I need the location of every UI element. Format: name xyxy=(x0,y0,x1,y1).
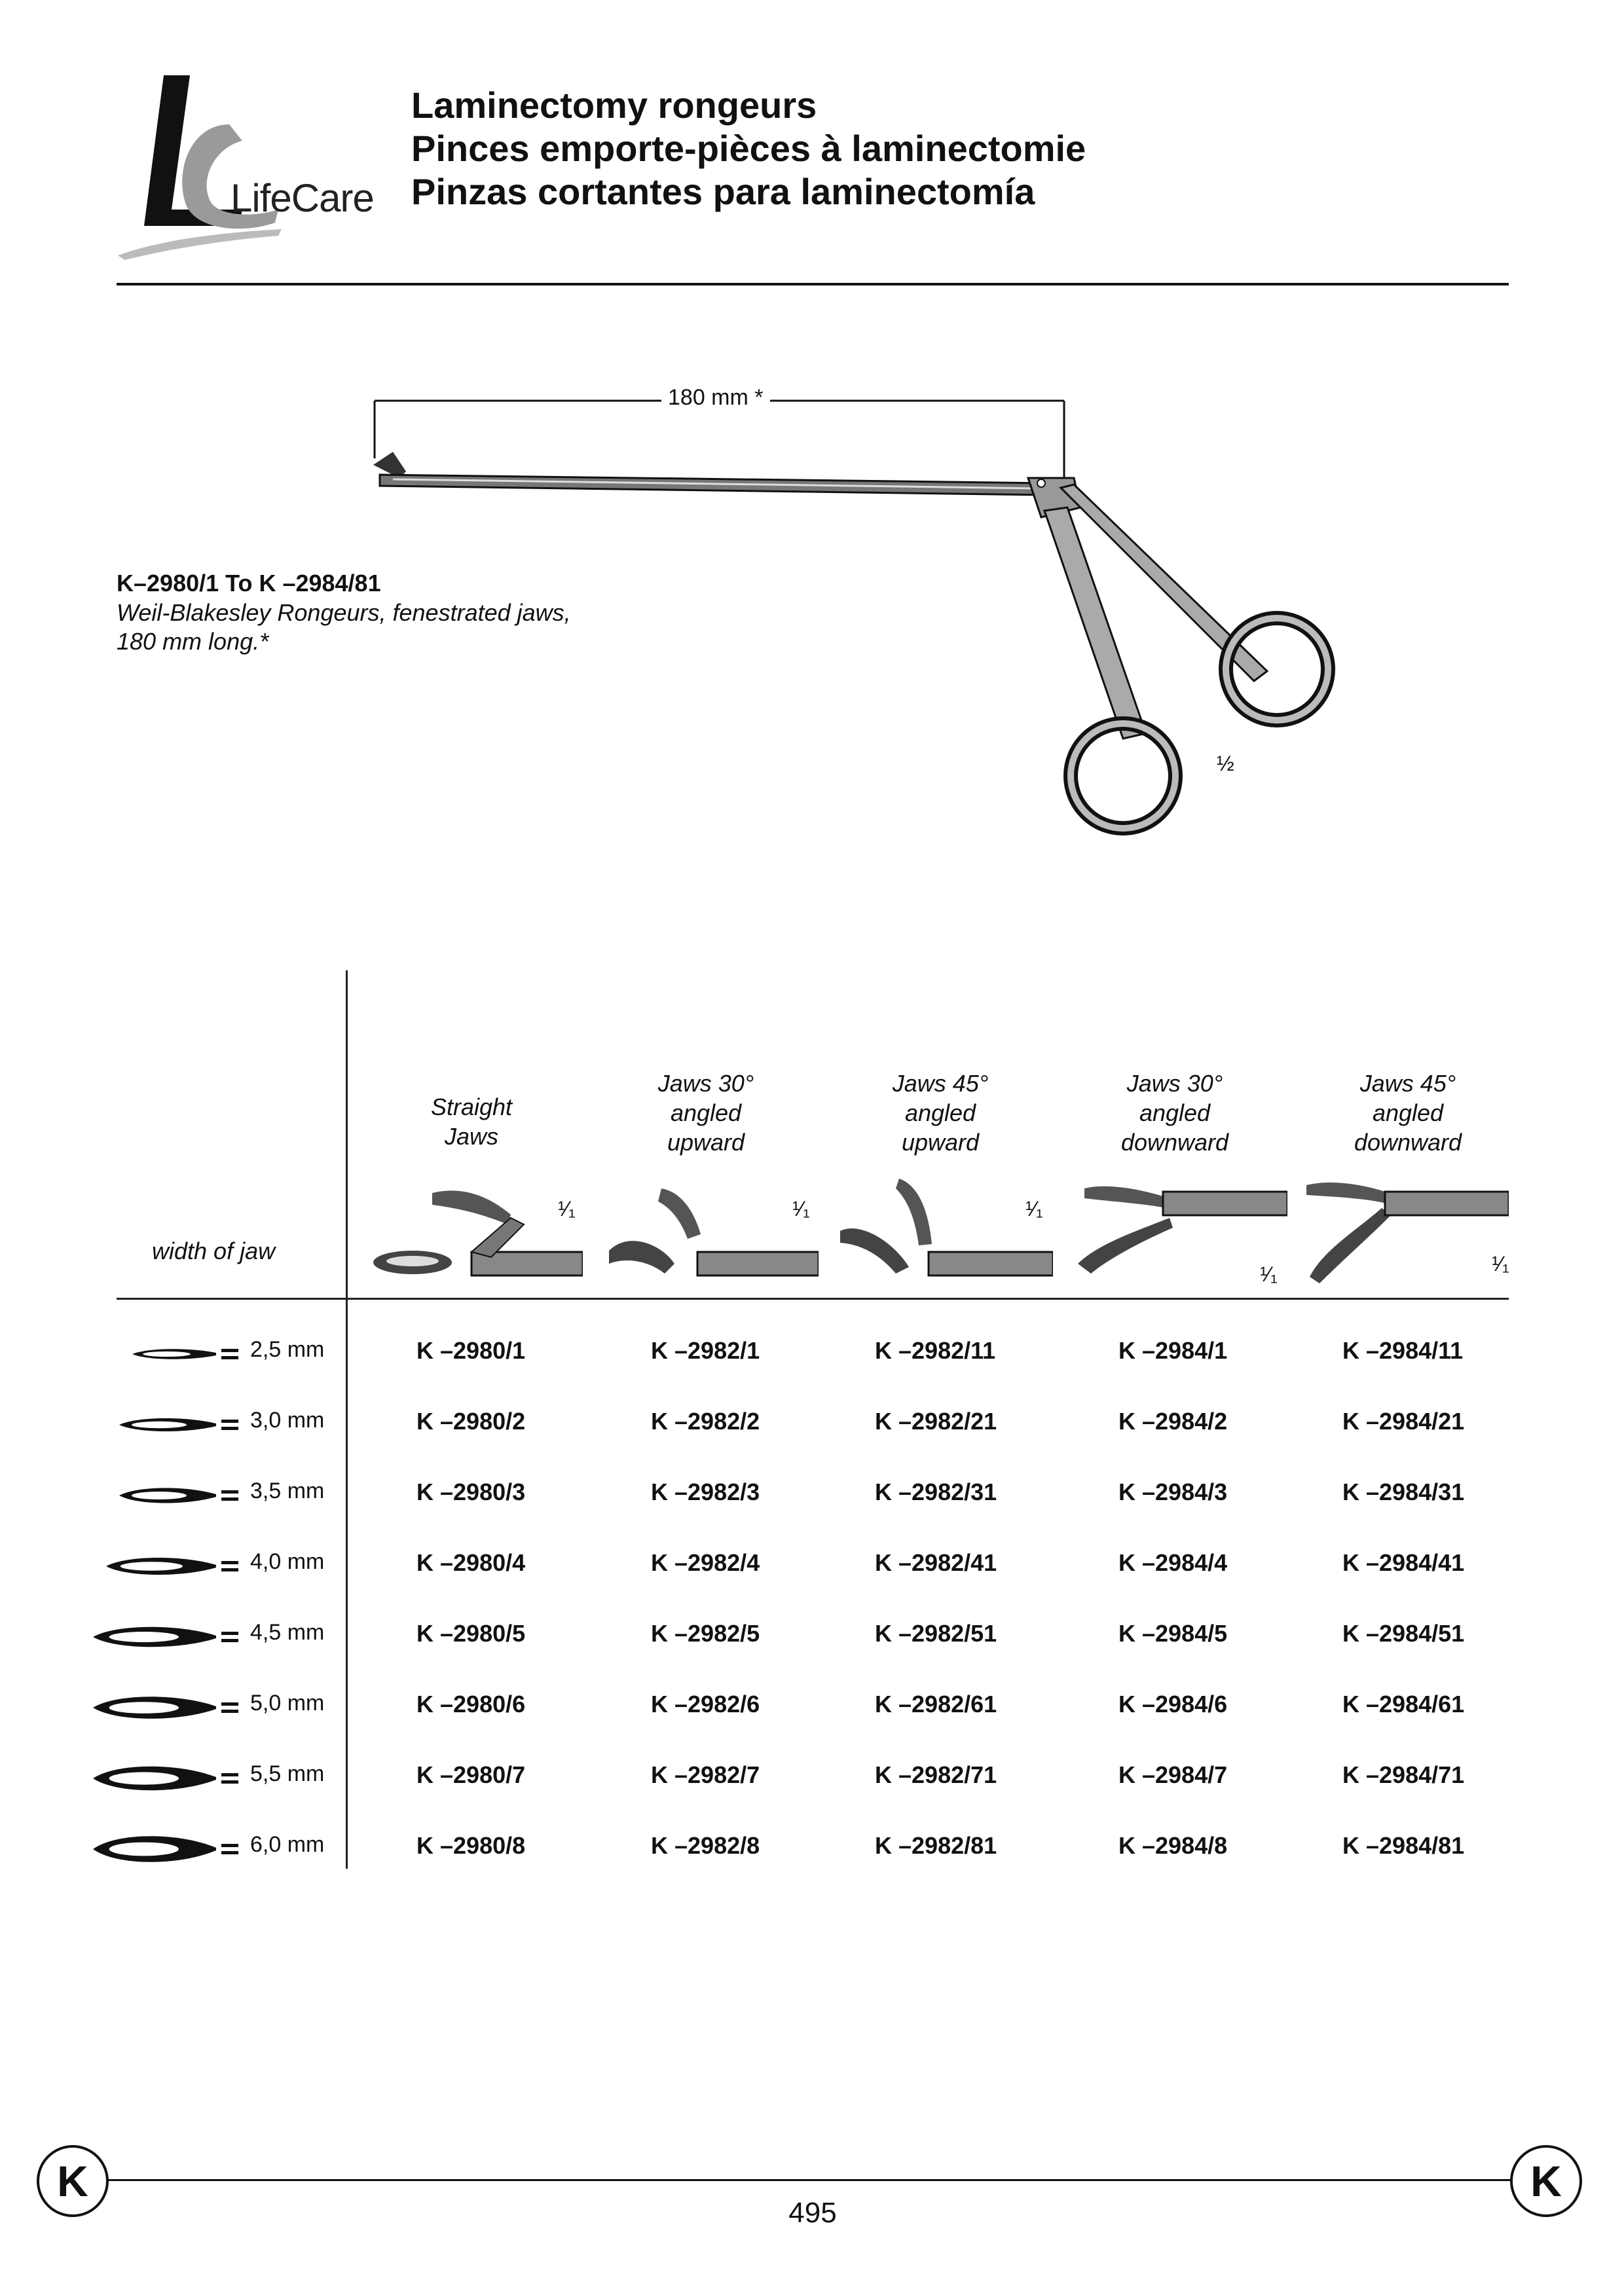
section-marker-left: K xyxy=(37,2145,109,2217)
col-head-line: Jaws xyxy=(444,1123,499,1150)
article-number: K –2984/6 xyxy=(1118,1691,1228,1717)
jaw-width-icon xyxy=(105,1551,242,1590)
description-line-2: 180 mm long.* xyxy=(117,628,269,655)
jaw-illustration-45-up xyxy=(837,1172,1053,1290)
title-french: Pinces emporte-pièces à laminectomie xyxy=(411,128,1086,169)
jaw-width-value: 4,5 mm xyxy=(250,1620,325,1645)
article-number: K –2984/31 xyxy=(1342,1478,1465,1505)
article-number: K –2980/3 xyxy=(416,1478,526,1505)
table-row xyxy=(0,1549,1624,1602)
illustration-scale: ½ xyxy=(1217,752,1234,775)
column-header-45-down xyxy=(1303,1069,1513,1157)
col-head-line: angled xyxy=(904,1099,976,1126)
jaw-width-value: 2,5 mm xyxy=(250,1337,325,1362)
col-head-line: downward xyxy=(1120,1129,1229,1156)
col-head-line: upward xyxy=(901,1129,980,1156)
article-number: K –2984/81 xyxy=(1342,1832,1465,1859)
page-title-block xyxy=(411,84,1086,213)
table-row xyxy=(0,1761,1624,1814)
article-number: K –2984/7 xyxy=(1118,1761,1228,1788)
article-number: K –2982/11 xyxy=(875,1337,996,1364)
col-head-line: Jaws 30° xyxy=(1126,1070,1223,1097)
jaw-width-value: 5,0 mm xyxy=(250,1691,325,1716)
col-head-line: angled xyxy=(1139,1099,1211,1126)
article-number: K –2980/1 xyxy=(416,1337,526,1364)
article-number: K –2984/51 xyxy=(1342,1620,1465,1647)
article-number: K –2984/11 xyxy=(1342,1337,1464,1364)
table-row xyxy=(0,1478,1624,1531)
article-number: K –2982/1 xyxy=(651,1337,760,1364)
jaw-scale-2: ¹⁄₁ xyxy=(792,1197,810,1221)
jaw-width-value: 5,5 mm xyxy=(250,1761,325,1786)
jaw-width-value: 3,0 mm xyxy=(250,1408,325,1433)
section-marker-right: K xyxy=(1510,2145,1582,2217)
article-number: K –2982/41 xyxy=(875,1549,997,1576)
article-number: K –2984/21 xyxy=(1342,1408,1465,1435)
article-number: K –2982/4 xyxy=(651,1549,760,1576)
jaw-width-value: 6,0 mm xyxy=(250,1832,325,1857)
article-number: K –2982/81 xyxy=(875,1832,997,1859)
col-head-line: upward xyxy=(667,1129,745,1156)
jaw-width-icon xyxy=(118,1480,242,1519)
article-number: K –2982/71 xyxy=(875,1761,997,1788)
article-number: K –2980/6 xyxy=(416,1691,526,1717)
table-row xyxy=(0,1408,1624,1460)
jaw-scale-1: ¹⁄₁ xyxy=(558,1197,576,1221)
article-number: K –2982/61 xyxy=(875,1691,997,1717)
article-number: K –2982/7 xyxy=(651,1761,760,1788)
jaw-width-icon xyxy=(92,1833,242,1873)
jaw-illustration-30-down xyxy=(1071,1172,1287,1290)
article-number: K –2980/4 xyxy=(416,1549,526,1576)
jaw-illustration-straight xyxy=(367,1179,583,1290)
col-head-line: Straight xyxy=(430,1093,513,1120)
col-head-line: Jaws 45° xyxy=(892,1070,989,1097)
article-number: K –2982/21 xyxy=(875,1408,997,1435)
article-number: K –2980/7 xyxy=(416,1761,526,1788)
jaw-width-icon xyxy=(118,1409,242,1448)
jaw-width-icon xyxy=(131,1338,242,1378)
table-row xyxy=(0,1620,1624,1672)
title-english: Laminectomy rongeurs xyxy=(411,84,817,126)
article-number: K –2984/41 xyxy=(1342,1549,1465,1576)
title-spanish: Pinzas cortantes para laminectomía xyxy=(411,171,1035,212)
article-number: K –2982/51 xyxy=(875,1620,997,1647)
footer-divider xyxy=(105,2179,1519,2181)
table-row xyxy=(0,1691,1624,1743)
col-head-line: downward xyxy=(1354,1129,1462,1156)
lifecare-logo xyxy=(111,69,373,265)
table-row xyxy=(0,1832,1624,1884)
article-number: K –2984/61 xyxy=(1342,1691,1465,1717)
column-header-straight xyxy=(367,1092,576,1151)
column-header-30-up xyxy=(601,1069,811,1157)
col-head-line: angled xyxy=(1372,1099,1444,1126)
jaw-illustration-45-down xyxy=(1303,1172,1509,1290)
jaw-scale-4: ¹⁄₁ xyxy=(1260,1262,1278,1286)
article-number: K –2984/1 xyxy=(1118,1337,1228,1364)
article-number: K –2982/2 xyxy=(651,1408,760,1435)
width-of-jaw-label: width of jaw xyxy=(152,1238,276,1264)
jaw-width-value: 3,5 mm xyxy=(250,1478,325,1503)
article-number: K –2984/71 xyxy=(1342,1761,1465,1788)
column-header-30-down xyxy=(1070,1069,1280,1157)
article-number: K –2980/5 xyxy=(416,1620,526,1647)
jaw-scale-3: ¹⁄₁ xyxy=(1025,1197,1043,1221)
jaw-width-icon xyxy=(92,1621,242,1661)
article-number: K –2984/3 xyxy=(1118,1478,1228,1505)
product-description xyxy=(117,598,571,656)
jaw-scale-5: ¹⁄₁ xyxy=(1492,1252,1509,1276)
description-line-1: Weil-Blakesley Rongeurs, fenestrated jaws, xyxy=(117,599,571,626)
article-number: K –2982/3 xyxy=(651,1478,760,1505)
col-head-line: Jaws 45° xyxy=(1359,1070,1456,1097)
product-id-range: K–2980/1 To K –2984/81 xyxy=(117,570,381,597)
column-header-45-up xyxy=(836,1069,1045,1157)
table-row xyxy=(0,1337,1624,1389)
table-header-divider xyxy=(117,1298,1509,1300)
article-number: K –2982/6 xyxy=(651,1691,760,1717)
jaw-width-value: 4,0 mm xyxy=(250,1549,325,1574)
article-number: K –2980/2 xyxy=(416,1408,526,1435)
page-number: 495 xyxy=(788,2197,837,2229)
article-number: K –2984/2 xyxy=(1118,1408,1228,1435)
article-number: K –2984/4 xyxy=(1118,1549,1228,1576)
header-divider xyxy=(117,283,1509,285)
article-number: K –2982/5 xyxy=(651,1620,760,1647)
article-number: K –2982/31 xyxy=(875,1478,997,1505)
logo-wordmark: LifeCare xyxy=(231,176,374,220)
article-number: K –2980/8 xyxy=(416,1832,526,1859)
article-number: K –2984/5 xyxy=(1118,1620,1228,1647)
jaw-width-icon xyxy=(92,1763,242,1802)
jaw-illustration-30-up xyxy=(602,1179,819,1290)
article-number: K –2982/8 xyxy=(651,1832,760,1859)
col-head-line: Jaws 30° xyxy=(657,1070,754,1097)
length-dimension-label: 180 mm * xyxy=(661,385,770,411)
jaw-width-icon xyxy=(92,1692,242,1731)
col-head-line: angled xyxy=(670,1099,742,1126)
article-number: K –2984/8 xyxy=(1118,1832,1228,1859)
